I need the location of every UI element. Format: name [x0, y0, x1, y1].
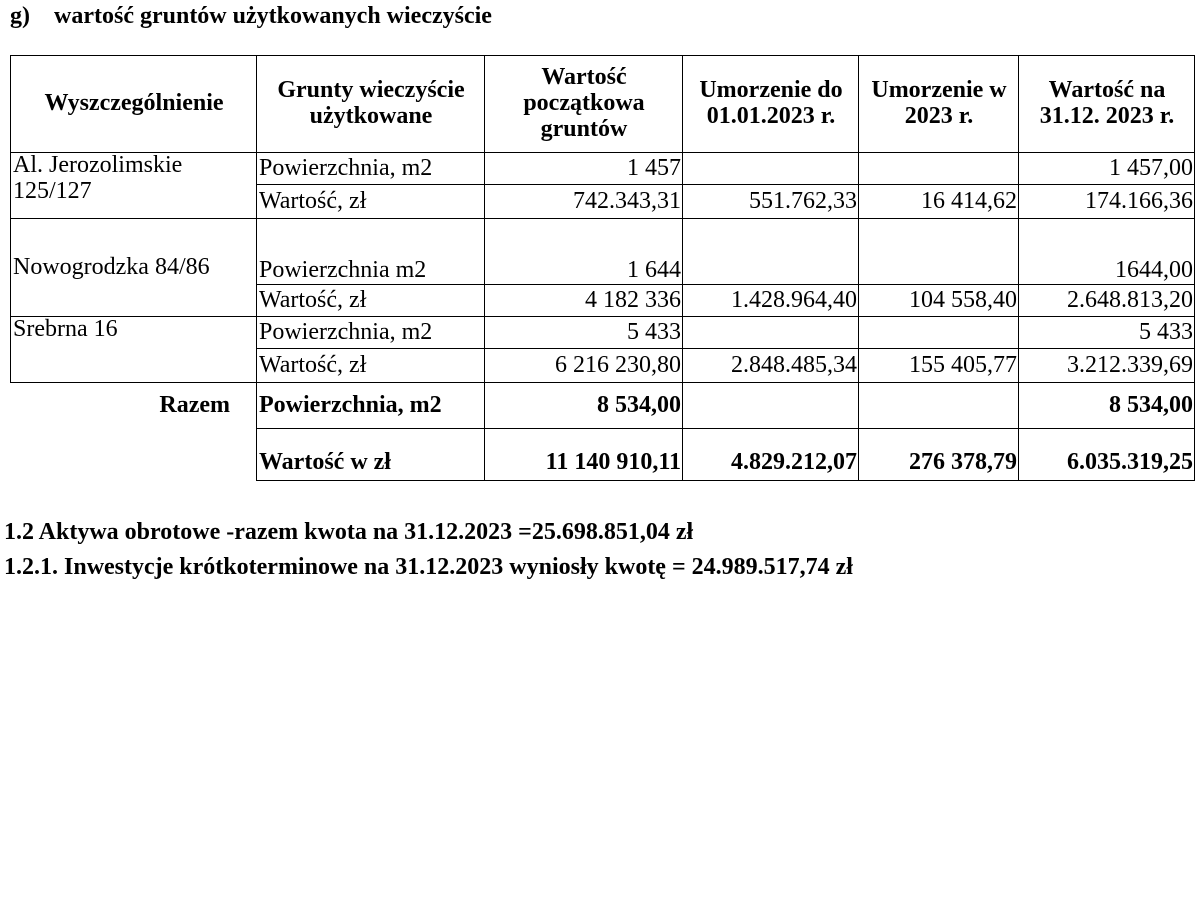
depreciation-before	[683, 317, 859, 349]
final-value: 1 457,00	[1019, 153, 1195, 185]
depreciation-2023	[859, 383, 1019, 429]
header-cell: Umorzenie w 2023 r.	[859, 56, 1019, 153]
land-values-table	[10, 55, 1195, 481]
depreciation-2023: 104 558,40	[859, 285, 1019, 317]
total-label: Razem	[159, 391, 230, 418]
row-label: Powierzchnia, m2	[257, 153, 485, 185]
row-label: Wartość, zł	[257, 349, 485, 383]
depreciation-before: 551.762,33	[683, 185, 859, 219]
header-cell: Wartość początkowa gruntów	[485, 56, 683, 153]
header-cell: Wartość na 31.12. 2023 r.	[1019, 56, 1195, 153]
depreciation-before	[683, 219, 859, 285]
location-name: Srebrna 16	[11, 317, 257, 383]
summary-current-assets: 1.2 Aktywa obrotowe -razem kwota na 31.12.2023 =25.698.851,04 zł	[4, 519, 694, 545]
header-cell: Grunty wieczyście użytkowane	[257, 56, 485, 153]
row-label: Powierzchnia m2	[257, 219, 485, 285]
final-value: 5 433	[1019, 317, 1195, 349]
depreciation-before: 1.428.964,40	[683, 285, 859, 317]
row-label: Wartość w zł	[257, 429, 485, 481]
empty-cell	[11, 429, 257, 481]
final-value: 6.035.319,25	[1019, 429, 1195, 481]
initial-value: 11 140 910,11	[485, 429, 683, 481]
initial-value: 1 644	[485, 219, 683, 285]
row-label: Wartość, zł	[257, 185, 485, 219]
table-row	[11, 219, 1195, 285]
depreciation-before	[683, 383, 859, 429]
row-label: Powierzchnia, m2	[257, 383, 485, 429]
final-value: 1644,00	[1019, 219, 1195, 285]
section-title-text: wartość gruntów użytkowanych wieczyście	[54, 3, 492, 29]
header-cell: Umorzenie do 01.01.2023 r.	[683, 56, 859, 153]
initial-value: 5 433	[485, 317, 683, 349]
depreciation-before	[683, 153, 859, 185]
depreciation-2023: 16 414,62	[859, 185, 1019, 219]
section-title	[10, 3, 492, 30]
location-name: Al. Jerozolimskie 125/127	[11, 153, 257, 219]
final-value: 174.166,36	[1019, 185, 1195, 219]
initial-value: 8 534,00	[485, 383, 683, 429]
final-value: 2.648.813,20	[1019, 285, 1195, 317]
depreciation-2023: 155 405,77	[859, 349, 1019, 383]
depreciation-2023	[859, 153, 1019, 185]
total-row	[11, 429, 1195, 481]
depreciation-before: 4.829.212,07	[683, 429, 859, 481]
depreciation-2023	[859, 219, 1019, 285]
table-header-row	[11, 56, 1195, 153]
initial-value: 1 457	[485, 153, 683, 185]
row-label: Wartość, zł	[257, 285, 485, 317]
final-value: 3.212.339,69	[1019, 349, 1195, 383]
total-row	[11, 383, 1195, 429]
table-row	[11, 317, 1195, 349]
table-row	[11, 153, 1195, 185]
depreciation-before: 2.848.485,34	[683, 349, 859, 383]
row-label: Powierzchnia, m2	[257, 317, 485, 349]
initial-value: 742.343,31	[485, 185, 683, 219]
final-value: 8 534,00	[1019, 383, 1195, 429]
depreciation-2023	[859, 317, 1019, 349]
initial-value: 6 216 230,80	[485, 349, 683, 383]
header-cell: Wyszczególnienie	[11, 56, 257, 153]
depreciation-2023: 276 378,79	[859, 429, 1019, 481]
initial-value: 4 182 336	[485, 285, 683, 317]
section-marker: g)	[10, 3, 30, 29]
summary-short-term-investments: 1.2.1. Inwestycje krótkoterminowe na 31.12.2023 wyniosły kwotę = 24.989.517,74 zł	[4, 554, 853, 580]
location-name: Nowogrodzka 84/86	[11, 219, 257, 317]
